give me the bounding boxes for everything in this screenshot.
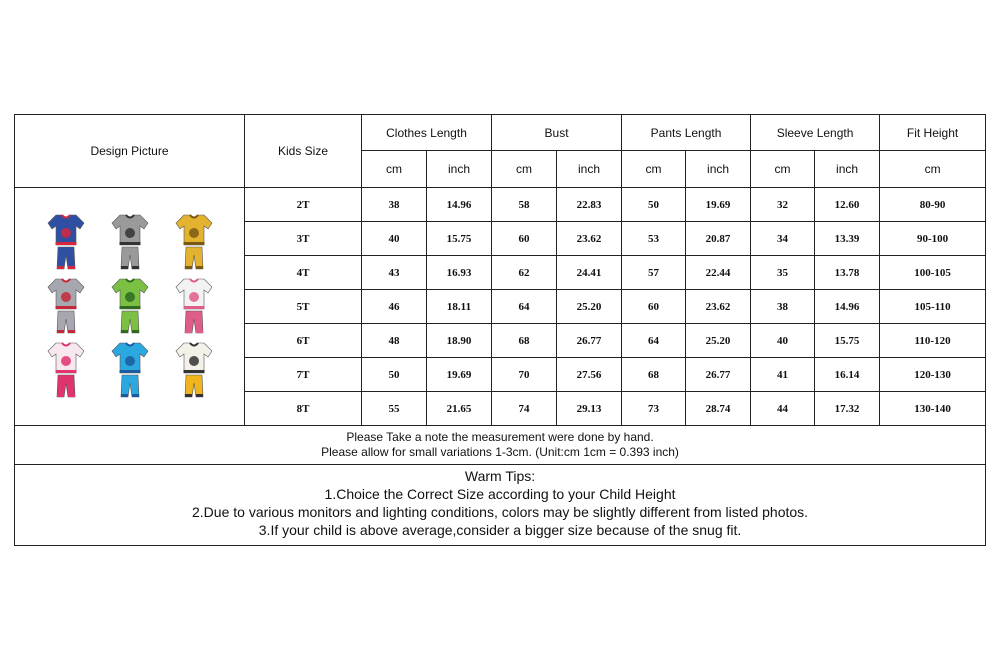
bust-inch-cell: 26.77 [557, 324, 622, 358]
clothes-inch-cell: 18.90 [427, 324, 492, 358]
clothes-inch-cell: 21.65 [427, 392, 492, 426]
sleeve-inch-cell: 16.14 [815, 358, 880, 392]
pants-cm-cell: 73 [622, 392, 686, 426]
clothes-cm-cell: 40 [362, 222, 427, 256]
kids-size-cell: 2T [245, 188, 362, 222]
bust-inch-cell: 24.41 [557, 256, 622, 290]
pajama-photo [162, 211, 226, 275]
clothes-cm-cell: 55 [362, 392, 427, 426]
design-picture-header: Design Picture [15, 115, 245, 188]
pants-cm-cell: 64 [622, 324, 686, 358]
warm-tips [15, 465, 986, 546]
pajama-photo [34, 339, 98, 403]
pants-inch-cell: 22.44 [686, 256, 751, 290]
sleeve-inch-cell: 17.32 [815, 392, 880, 426]
bust-inch-cell: 27.56 [557, 358, 622, 392]
measurement-notes [15, 426, 986, 465]
sleeve-inch-cell: 13.78 [815, 256, 880, 290]
sleeve-cm-cell: 35 [751, 256, 815, 290]
unit-header: inch [427, 151, 492, 188]
clothes-cm-cell: 38 [362, 188, 427, 222]
unit-header: cm [880, 151, 986, 188]
sleeve-inch-cell: 15.75 [815, 324, 880, 358]
unit-header: cm [751, 151, 815, 188]
clothes-cm-cell: 48 [362, 324, 427, 358]
fit-height-cell: 80-90 [880, 188, 986, 222]
tips-title: Warm Tips: [464, 468, 536, 484]
pants-cm-cell: 53 [622, 222, 686, 256]
size-table [14, 114, 986, 546]
note-line: Please Take a note the measurement were done by hand. [346, 430, 654, 444]
pajama-photo [34, 211, 98, 275]
unit-header: cm [492, 151, 557, 188]
pants-cm-cell: 57 [622, 256, 686, 290]
bust-cm-cell: 68 [492, 324, 557, 358]
pants-inch-cell: 26.77 [686, 358, 751, 392]
kids-size-cell: 8T [245, 392, 362, 426]
clothes-inch-cell: 18.11 [427, 290, 492, 324]
unit-header: cm [362, 151, 427, 188]
sleeve-cm-cell: 38 [751, 290, 815, 324]
clothes-inch-cell: 14.96 [427, 188, 492, 222]
pajama-icon [174, 275, 214, 335]
fit-height-cell: 130-140 [880, 392, 986, 426]
pants-inch-cell: 28.74 [686, 392, 751, 426]
sleeve-cm-cell: 32 [751, 188, 815, 222]
kids-size-cell: 4T [245, 256, 362, 290]
bust-inch-cell: 25.20 [557, 290, 622, 324]
sleeve-inch-cell: 12.60 [815, 188, 880, 222]
size-chart [14, 114, 985, 546]
unit-header: inch [815, 151, 880, 188]
kids-size-cell: 6T [245, 324, 362, 358]
fit-height-cell: 90-100 [880, 222, 986, 256]
pajama-photo-grid [15, 211, 244, 403]
bust-inch-cell: 29.13 [557, 392, 622, 426]
fit-height-cell: 100-105 [880, 256, 986, 290]
pants-cm-cell: 60 [622, 290, 686, 324]
pajama-photo [162, 339, 226, 403]
pants-inch-cell: 20.87 [686, 222, 751, 256]
pajama-icon [46, 275, 86, 335]
clothes-cm-cell: 50 [362, 358, 427, 392]
pants-cm-cell: 68 [622, 358, 686, 392]
pants-cm-cell: 50 [622, 188, 686, 222]
fit-height-header: Fit Height [880, 115, 986, 151]
clothes-inch-cell: 15.75 [427, 222, 492, 256]
pants-inch-cell: 23.62 [686, 290, 751, 324]
fit-height-cell: 120-130 [880, 358, 986, 392]
pajama-icon [174, 339, 214, 399]
clothes-cm-cell: 46 [362, 290, 427, 324]
unit-header: inch [686, 151, 751, 188]
bust-cm-cell: 70 [492, 358, 557, 392]
kids-size-cell: 3T [245, 222, 362, 256]
pajama-photo [34, 275, 98, 339]
pajama-icon [110, 339, 150, 399]
tip-line: 3.If your child is above average,consider a bigger size because of the snug fit. [258, 522, 742, 538]
bust-cm-cell: 60 [492, 222, 557, 256]
bust-inch-cell: 23.62 [557, 222, 622, 256]
header-row [15, 115, 986, 151]
kids-size-cell: 7T [245, 358, 362, 392]
sleeve-cm-cell: 44 [751, 392, 815, 426]
kids-size-header: Kids Size [245, 115, 362, 188]
kids-size-cell: 5T [245, 290, 362, 324]
sleeve-inch-cell: 13.39 [815, 222, 880, 256]
tip-line: 1.Choice the Correct Size according to your Child Height [324, 486, 676, 502]
sleeve-length-header: Sleeve Length [751, 115, 880, 151]
pajama-icon [110, 275, 150, 335]
bust-inch-cell: 22.83 [557, 188, 622, 222]
fit-height-cell: 110-120 [880, 324, 986, 358]
pajama-icon [174, 211, 214, 271]
pants-length-header: Pants Length [622, 115, 751, 151]
unit-header: cm [622, 151, 686, 188]
pajama-photo [98, 275, 162, 339]
tip-line: 2.Due to various monitors and lighting conditions, colors may be slightly different from listed photos. [192, 504, 809, 520]
sleeve-cm-cell: 34 [751, 222, 815, 256]
clothes-inch-cell: 16.93 [427, 256, 492, 290]
unit-header: inch [557, 151, 622, 188]
sleeve-inch-cell: 14.96 [815, 290, 880, 324]
pajama-photo [98, 211, 162, 275]
bust-cm-cell: 62 [492, 256, 557, 290]
pants-inch-cell: 25.20 [686, 324, 751, 358]
pajama-icon [110, 211, 150, 271]
clothes-cm-cell: 43 [362, 256, 427, 290]
fit-height-cell: 105-110 [880, 290, 986, 324]
bust-cm-cell: 74 [492, 392, 557, 426]
pajama-icon [46, 211, 86, 271]
pajama-photo [98, 339, 162, 403]
tips-row [15, 465, 986, 546]
clothes-inch-cell: 19.69 [427, 358, 492, 392]
clothes-length-header: Clothes Length [362, 115, 492, 151]
note-line: Please allow for small variations 1-3cm. (Unit:cm 1cm = 0.393 inch) [321, 445, 679, 459]
table-row [15, 188, 986, 222]
notes-row [15, 426, 986, 465]
bust-cm-cell: 58 [492, 188, 557, 222]
sleeve-cm-cell: 40 [751, 324, 815, 358]
pants-inch-cell: 19.69 [686, 188, 751, 222]
sleeve-cm-cell: 41 [751, 358, 815, 392]
design-picture-cell [15, 188, 245, 426]
bust-header: Bust [492, 115, 622, 151]
pajama-icon [46, 339, 86, 399]
bust-cm-cell: 64 [492, 290, 557, 324]
pajama-photo [162, 275, 226, 339]
